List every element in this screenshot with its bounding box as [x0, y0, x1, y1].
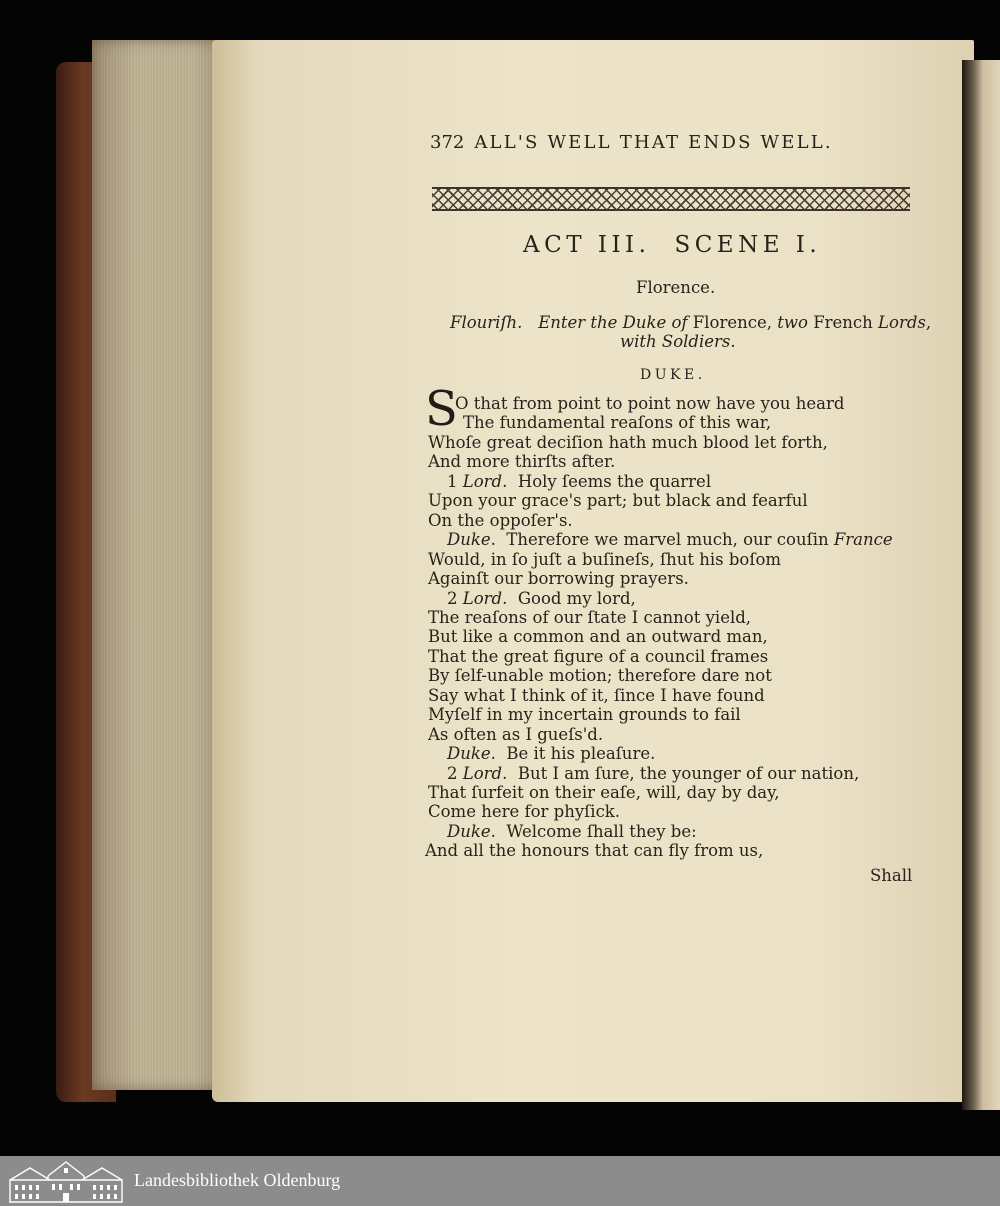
italic-text: Duke: [447, 821, 491, 841]
roman-text: Upon your grace's part; but black and fearful: [428, 491, 808, 511]
roman-text: But like a common and an outward man,: [428, 627, 768, 647]
roman-text: Againſt our borrowing prayers.: [428, 569, 689, 589]
verse-line: [428, 666, 772, 686]
roman-text: The reaſons of our ſtate I cannot yield,: [428, 607, 752, 627]
verse-line: [428, 647, 768, 667]
roman-text: 1: [447, 471, 463, 491]
roman-text: On the oppoſer's.: [428, 510, 573, 530]
library-building-icon: [8, 1160, 124, 1204]
roman-text: Come here for phyſick.: [428, 802, 621, 822]
running-head: [430, 132, 833, 153]
roman-text: 2: [447, 588, 463, 608]
roman-text: . Holy ſeems the quarrel: [502, 471, 712, 491]
roman-text: O that from point to point now have you heard: [455, 394, 845, 413]
verse-line: [428, 705, 741, 725]
roman-text: That the great figure of a council frames: [428, 646, 769, 666]
page-number: 372: [430, 132, 465, 153]
speaker-name: DUKE.: [640, 367, 706, 383]
verse-line: [428, 608, 751, 628]
roman-text: . Welcome ſhall they be:: [490, 821, 697, 841]
italic-text: Lord: [462, 588, 503, 608]
verse-line: [428, 511, 573, 531]
roman-text: 2: [447, 763, 463, 783]
verse-line: [428, 725, 603, 745]
running-title: ALL'S WELL THAT ENDS WELL.: [474, 132, 833, 153]
roman-text: Would, in ſo juſt a buſineſs, ſhut his boſom: [428, 549, 782, 569]
act-scene-heading: [523, 232, 822, 258]
italic-text: Lord: [462, 471, 503, 491]
italic-text: Enter the Duke of: [538, 313, 688, 332]
roman-text: By ſelf-unable motion; therefore dare not: [428, 666, 772, 686]
roman-text: . Good my lord,: [502, 588, 636, 608]
roman-text: As often as I gueſs'd.: [428, 724, 604, 744]
roman-text: Myſelf in my incertain grounds to fail: [428, 705, 741, 725]
italic-text: two: [777, 313, 808, 332]
roman-text: That ſurfeit on their eaſe, will, day by day,: [428, 783, 780, 802]
stage-direction-line-2: with Soldiers.: [620, 332, 736, 351]
verse-line: [428, 491, 808, 511]
verse-line: [425, 841, 763, 861]
roman-text: Whoſe great deciſion hath much blood let forth,: [428, 432, 828, 452]
roman-text: And more thirſts after.: [428, 452, 616, 472]
italic-text: Duke: [447, 530, 491, 550]
italic-text: Flouriſh.: [450, 313, 523, 332]
italic-text: Lords: [878, 313, 926, 332]
verse-line: [463, 413, 771, 433]
decorative-border-ornament: [432, 187, 910, 211]
verse-line: [428, 783, 780, 803]
roman-text: French: [807, 313, 879, 332]
italic-text: France: [833, 530, 893, 550]
library-name: Landesbibliothek Oldenburg: [134, 1170, 341, 1190]
roman-text: ,: [925, 313, 932, 332]
verse-line: [455, 394, 844, 414]
catchword: Shall: [870, 866, 913, 885]
italic-text: Lord: [462, 763, 503, 783]
verse-line: [428, 452, 615, 472]
verse-line: [428, 433, 828, 453]
drop-cap-letter: S: [425, 381, 458, 437]
verse-line: [447, 472, 711, 492]
roman-text: The fundamental reaſons of this war,: [463, 413, 772, 433]
roman-text: Florence,: [687, 313, 778, 332]
roman-text: . Be it his pleaſure.: [490, 744, 656, 764]
verse-line: [428, 686, 765, 706]
act-label: ACT III.: [523, 232, 651, 258]
verse-line: [428, 550, 781, 570]
verse-line: [447, 744, 655, 764]
stage-direction-line-1: [450, 313, 931, 333]
roman-text: . Therefore we marvel much, our couſin: [490, 530, 834, 550]
verse-line: [428, 627, 768, 647]
scene-label: SCENE I.: [674, 232, 822, 258]
roman-text: . But I am ſure, the younger of our nation,: [502, 763, 860, 783]
verse-line: [447, 764, 859, 784]
italic-text: Duke: [447, 744, 491, 764]
verse-line: [447, 822, 697, 842]
facing-page-gutter: [962, 60, 1000, 1110]
verse-line: [447, 589, 636, 609]
verse-line: [428, 802, 620, 822]
verse-line: [447, 530, 893, 550]
roman-text: And all the honours that can fly from us,: [425, 841, 764, 861]
roman-text: Say what I think of it, ſince I have found: [428, 685, 765, 705]
scene-location: Florence.: [636, 278, 716, 297]
roman-text: [522, 313, 538, 332]
verse-line: [428, 569, 689, 589]
